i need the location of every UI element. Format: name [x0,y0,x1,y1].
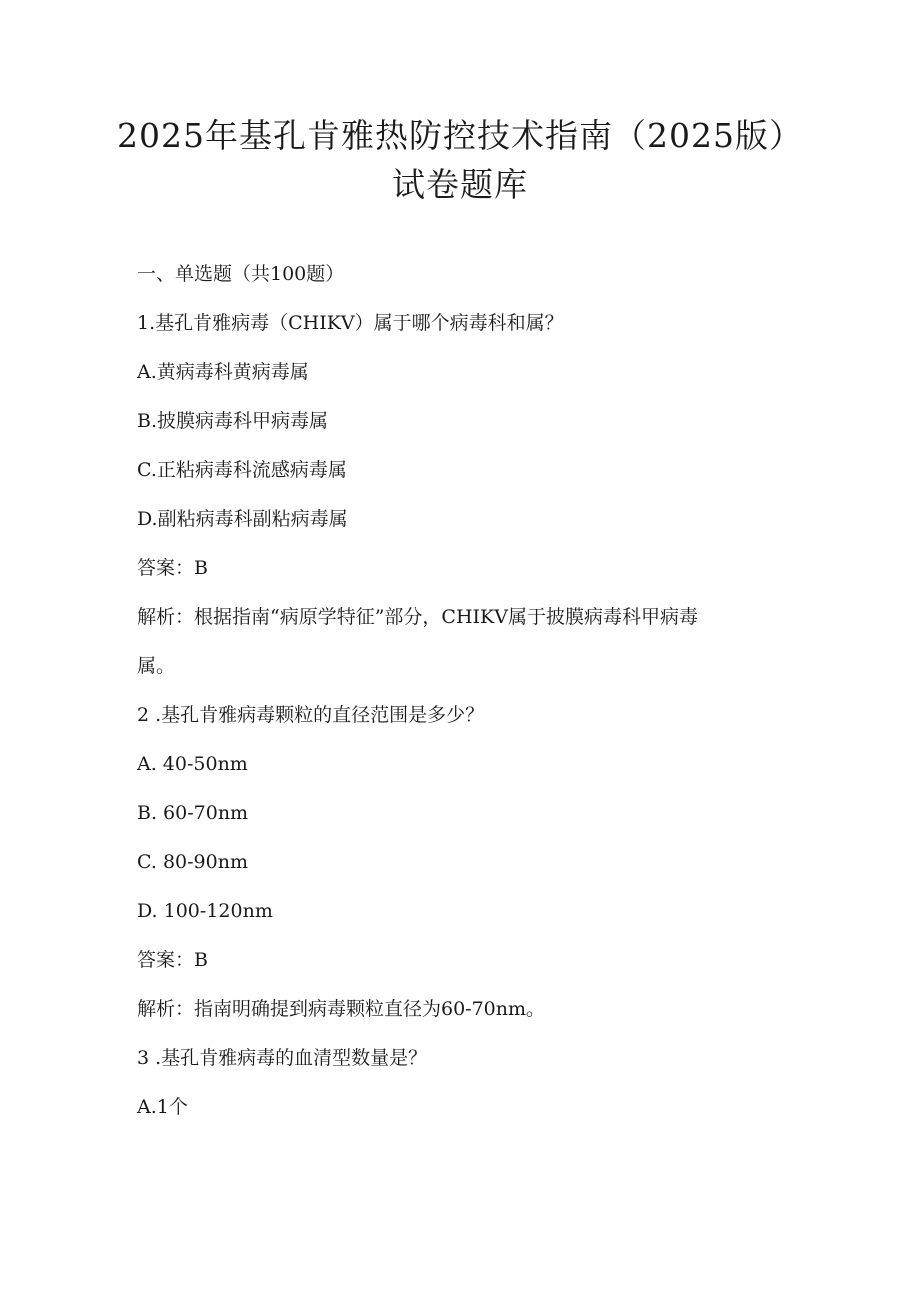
question-2-option-d: D. 100-120nm [137,900,273,922]
question-1-option-a: A.黄病毒科黄病毒属 [137,361,309,383]
section-heading: 一、单选题（共100题） [137,263,345,285]
question-3-text: 3 .基孔肯雅病毒的血清型数量是？ [137,1047,428,1069]
document-title-line-2: 试卷题库 [392,165,528,204]
document-title-line-1: 2025年基孔肯雅热防控技术指南（2025版） [117,116,803,155]
question-2-answer: 答案：B [137,949,208,971]
question-2-explanation: 解析：指南明确提到病毒颗粒直径为60-70nm。 [137,998,546,1020]
question-1-explanation-continued: 属。 [137,655,176,677]
question-2-option-b: B. 60-70nm [137,802,249,824]
question-3-option-a: A.1个 [137,1096,188,1118]
question-1-option-c: C.正粘病毒科流感病毒属 [137,459,347,481]
question-2-option-c: C. 80-90nm [137,851,248,873]
question-1-option-d: D.副粘病毒科副粘病毒属 [137,508,348,530]
question-1-answer: 答案：B [137,557,208,579]
question-1-text: 1.基孔肯雅病毒（CHIKV）属于哪个病毒科和属？ [137,312,564,334]
question-2-text: 2 .基孔肯雅病毒颗粒的直径范围是多少？ [137,704,485,726]
question-1-explanation: 解析：根据指南“病原学特征”部分，CHIKV属于披膜病毒科甲病毒 [137,606,698,628]
question-1-option-b: B.披膜病毒科甲病毒属 [137,410,329,432]
question-2-option-a: A. 40-50nm [137,753,248,775]
